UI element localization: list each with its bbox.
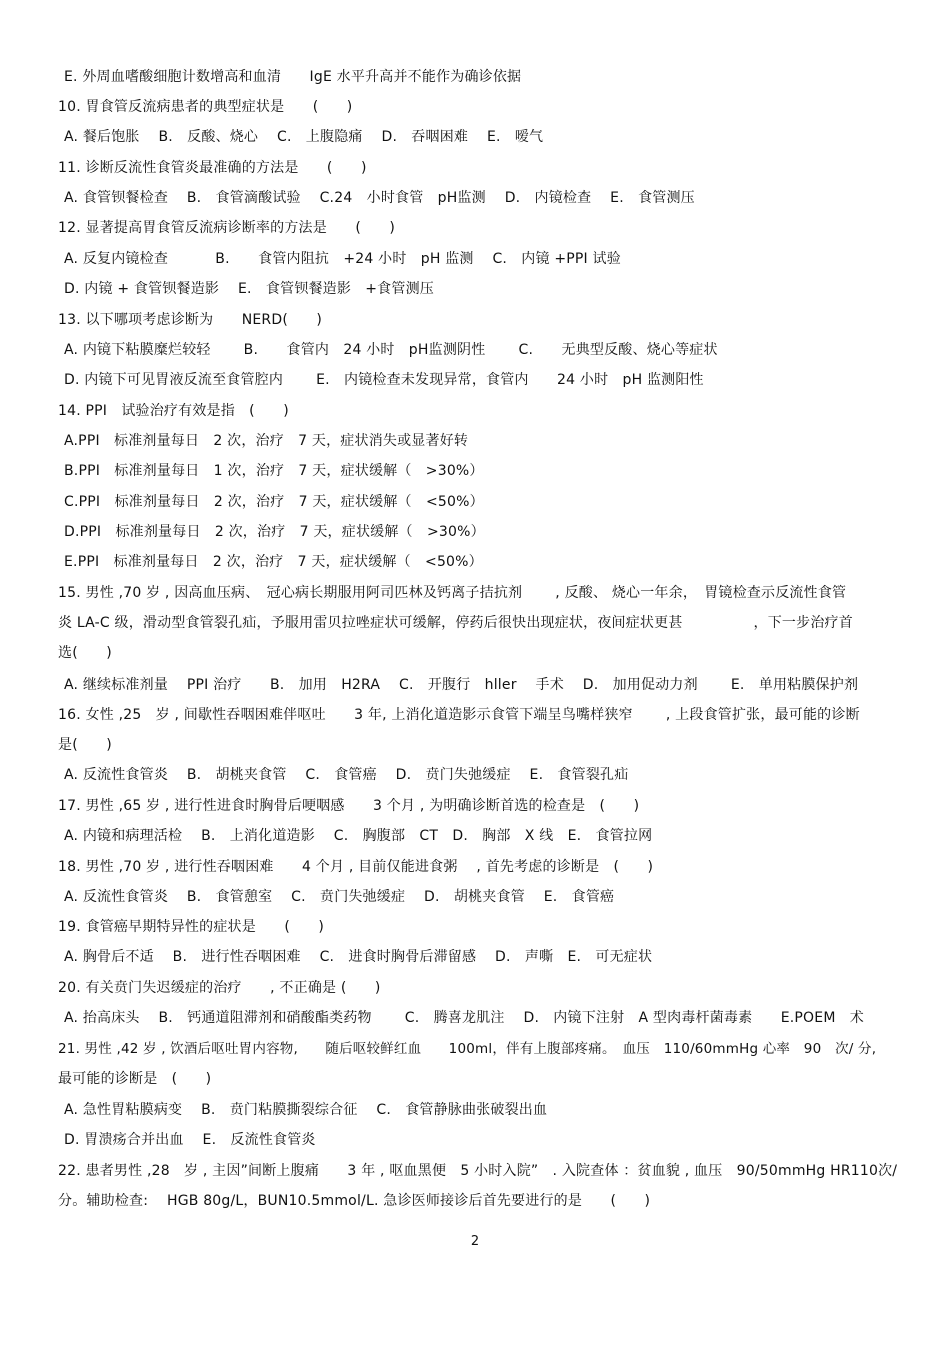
question-12-options-2: D. 内镜 + 食管钡餐造影 E. 食管钡餐造影 +食管测压 xyxy=(64,281,434,297)
question-10: 10. 胃食管反流病患者的典型症状是 ( ) xyxy=(58,99,353,115)
question-15-options: A. 继续标准剂量 PPI 治疗 B. 加用 H2RA C. 开腹行 hller 手术 D. 加用促动力剂 E. 单用粘膜保护剂 xyxy=(64,677,859,693)
question-16-line-2: 是( ) xyxy=(58,737,112,753)
question-19: 19. 食管癌早期特异性的症状是 ( ) xyxy=(58,919,325,935)
question-22-line-1: 22. 患者男性 ,28 岁 , 主因”间断上腹痛 3 年 , 呕血黑便 5 小时入院” . 入院查体 ：贫血貌 , 血压 90/50mmHg HR110次/ xyxy=(58,1163,898,1179)
question-21-line-2: 最可能的诊断是 ( ) xyxy=(58,1071,212,1087)
question-14-option-d: D.PPI 标准剂量每日 2 次，治疗 7 天，症状缓解（ >30%） xyxy=(64,524,485,540)
question-15-line-2: 炎 LA-C 级，滑动型食管裂孔疝，予服用雷贝拉唑症状可缓解，停药后很快出现症状，夜间症状更甚 ，下一步治疗首 xyxy=(58,615,853,631)
question-14-option-a: A.PPI 标准剂量每日 2 次，治疗 7 天，症状消失或显著好转 xyxy=(64,433,469,449)
question-12: 12. 显著提高胃食管反流病诊断率的方法是 ( ) xyxy=(58,220,396,236)
question-14-option-c: C.PPI 标准剂量每日 2 次，治疗 7 天，症状缓解（ <50%） xyxy=(64,494,484,510)
question-20-options: A. 抬高床头 B. 钙通道阻滞剂和硝酸酯类药物 C. 腾喜龙肌注 D. 内镜下注射 A 型肉毒杆菌毒素 E.POEM 术 xyxy=(64,1010,864,1026)
question-16-options: A. 反流性食管炎 B. 胡桃夹食管 C. 食管癌 D. 贲门失弛缓症 E. 食管裂孔疝 xyxy=(64,767,629,783)
question-10-options: A. 餐后饱胀 B. 反酸、烧心 C. 上腹隐痛 D. 吞咽困难 E. 嗳气 xyxy=(64,129,544,145)
question-17-options: A. 内镜和病理活检 B. 上消化道造影 C. 胸腹部 CT D. 胸部 X 线 E. 食管拉网 xyxy=(64,828,653,844)
question-21-options-1: A. 急性胃粘膜病变 B. 贲门粘膜撕裂综合征 C. 食管静脉曲张破裂出血 xyxy=(64,1102,548,1118)
question-12-options-1: A. 反复内镜检查 B. 食管内阻抗 +24 小时 pH 监测 C. 内镜 +PPI 试验 xyxy=(64,251,621,267)
question-11: 11. 诊断反流性食管炎最准确的方法是 ( ) xyxy=(58,160,367,176)
question-18: 18. 男性 ,70 岁 , 进行性吞咽困难 4 个月 , 目前仅能进食粥 , 首先考虑的诊断是 ( ) xyxy=(58,859,654,875)
question-21-line-1: 21. 男性 ,42 岁 , 饮酒后呕吐胃内容物, 随后呕较鲜红血 100ml，伴有上腹部疼痛。 血压 110/60mmHg 心率 90 次/ 分, xyxy=(58,1041,877,1057)
question-17: 17. 男性 ,65 岁 , 进行性进食时胸骨后哽咽感 3 个月 , 为明确诊断首选的检查是 ( ) xyxy=(58,798,640,814)
question-15-line-1: 15. 男性 ,70 岁 , 因高血压病、 冠心病长期服用阿司匹林及钙离子拮抗剂 , 反酸、 烧心一年余， 胃镜检查示反流性食管 xyxy=(58,585,847,601)
question-20: 20. 有关贲门失迟缓症的治疗 , 不正确是 ( ) xyxy=(58,980,381,996)
question-21-options-2: D. 胃溃疡合并出血 E. 反流性食管炎 xyxy=(64,1132,316,1148)
option-line: E. 外周血嗜酸细胞计数增高和血清 IgE 水平升高并不能作为确诊依据 xyxy=(64,69,522,85)
question-18-options: A. 反流性食管炎 B. 食管憩室 C. 贲门失弛缓症 D. 胡桃夹食管 E. 食管癌 xyxy=(64,889,615,905)
question-14: 14. PPI 试验治疗有效是指 ( ) xyxy=(58,403,289,419)
question-13-options-1: A. 内镜下粘膜糜烂较轻 B. 食管内 24 小时 pH监测阴性 C. 无典型反酸、烧心等症状 xyxy=(64,342,718,358)
question-11-options: A. 食管钡餐检查 B. 食管滴酸试验 C.24 小时食管 pH监测 D. 内镜检查 E. 食管测压 xyxy=(64,190,695,206)
question-13: 13. 以下哪项考虑诊断为 NERD( ) xyxy=(58,312,323,328)
question-19-options: A. 胸骨后不适 B. 进行性吞咽困难 C. 进食时胸骨后滞留感 D. 声嘶 E. 可无症状 xyxy=(64,949,653,965)
question-14-option-e: E.PPI 标准剂量每日 2 次，治疗 7 天，症状缓解（ <50%） xyxy=(64,554,483,570)
page-number: 2 xyxy=(470,1234,480,1249)
question-13-options-2: D. 内镜下可见胃液反流至食管腔内 E. 内镜检查未发现异常，食管内 24 小时 pH 监测阳性 xyxy=(64,372,704,388)
question-15-line-3: 选( ) xyxy=(58,645,112,661)
question-22-line-2: 分。辅助检查: HGB 80g/L，BUN10.5mmol/L. 急诊医师接诊后首先要进行的是 ( ) xyxy=(58,1193,651,1209)
question-16-line-1: 16. 女性 ,25 岁 , 间歇性吞咽困难伴呕吐 3 年, 上消化道造影示食管下端呈鸟嘴样狭窄 , 上段食管扩张，最可能的诊断 xyxy=(58,707,860,723)
question-14-option-b: B.PPI 标准剂量每日 1 次，治疗 7 天，症状缓解（ >30%） xyxy=(64,463,484,479)
